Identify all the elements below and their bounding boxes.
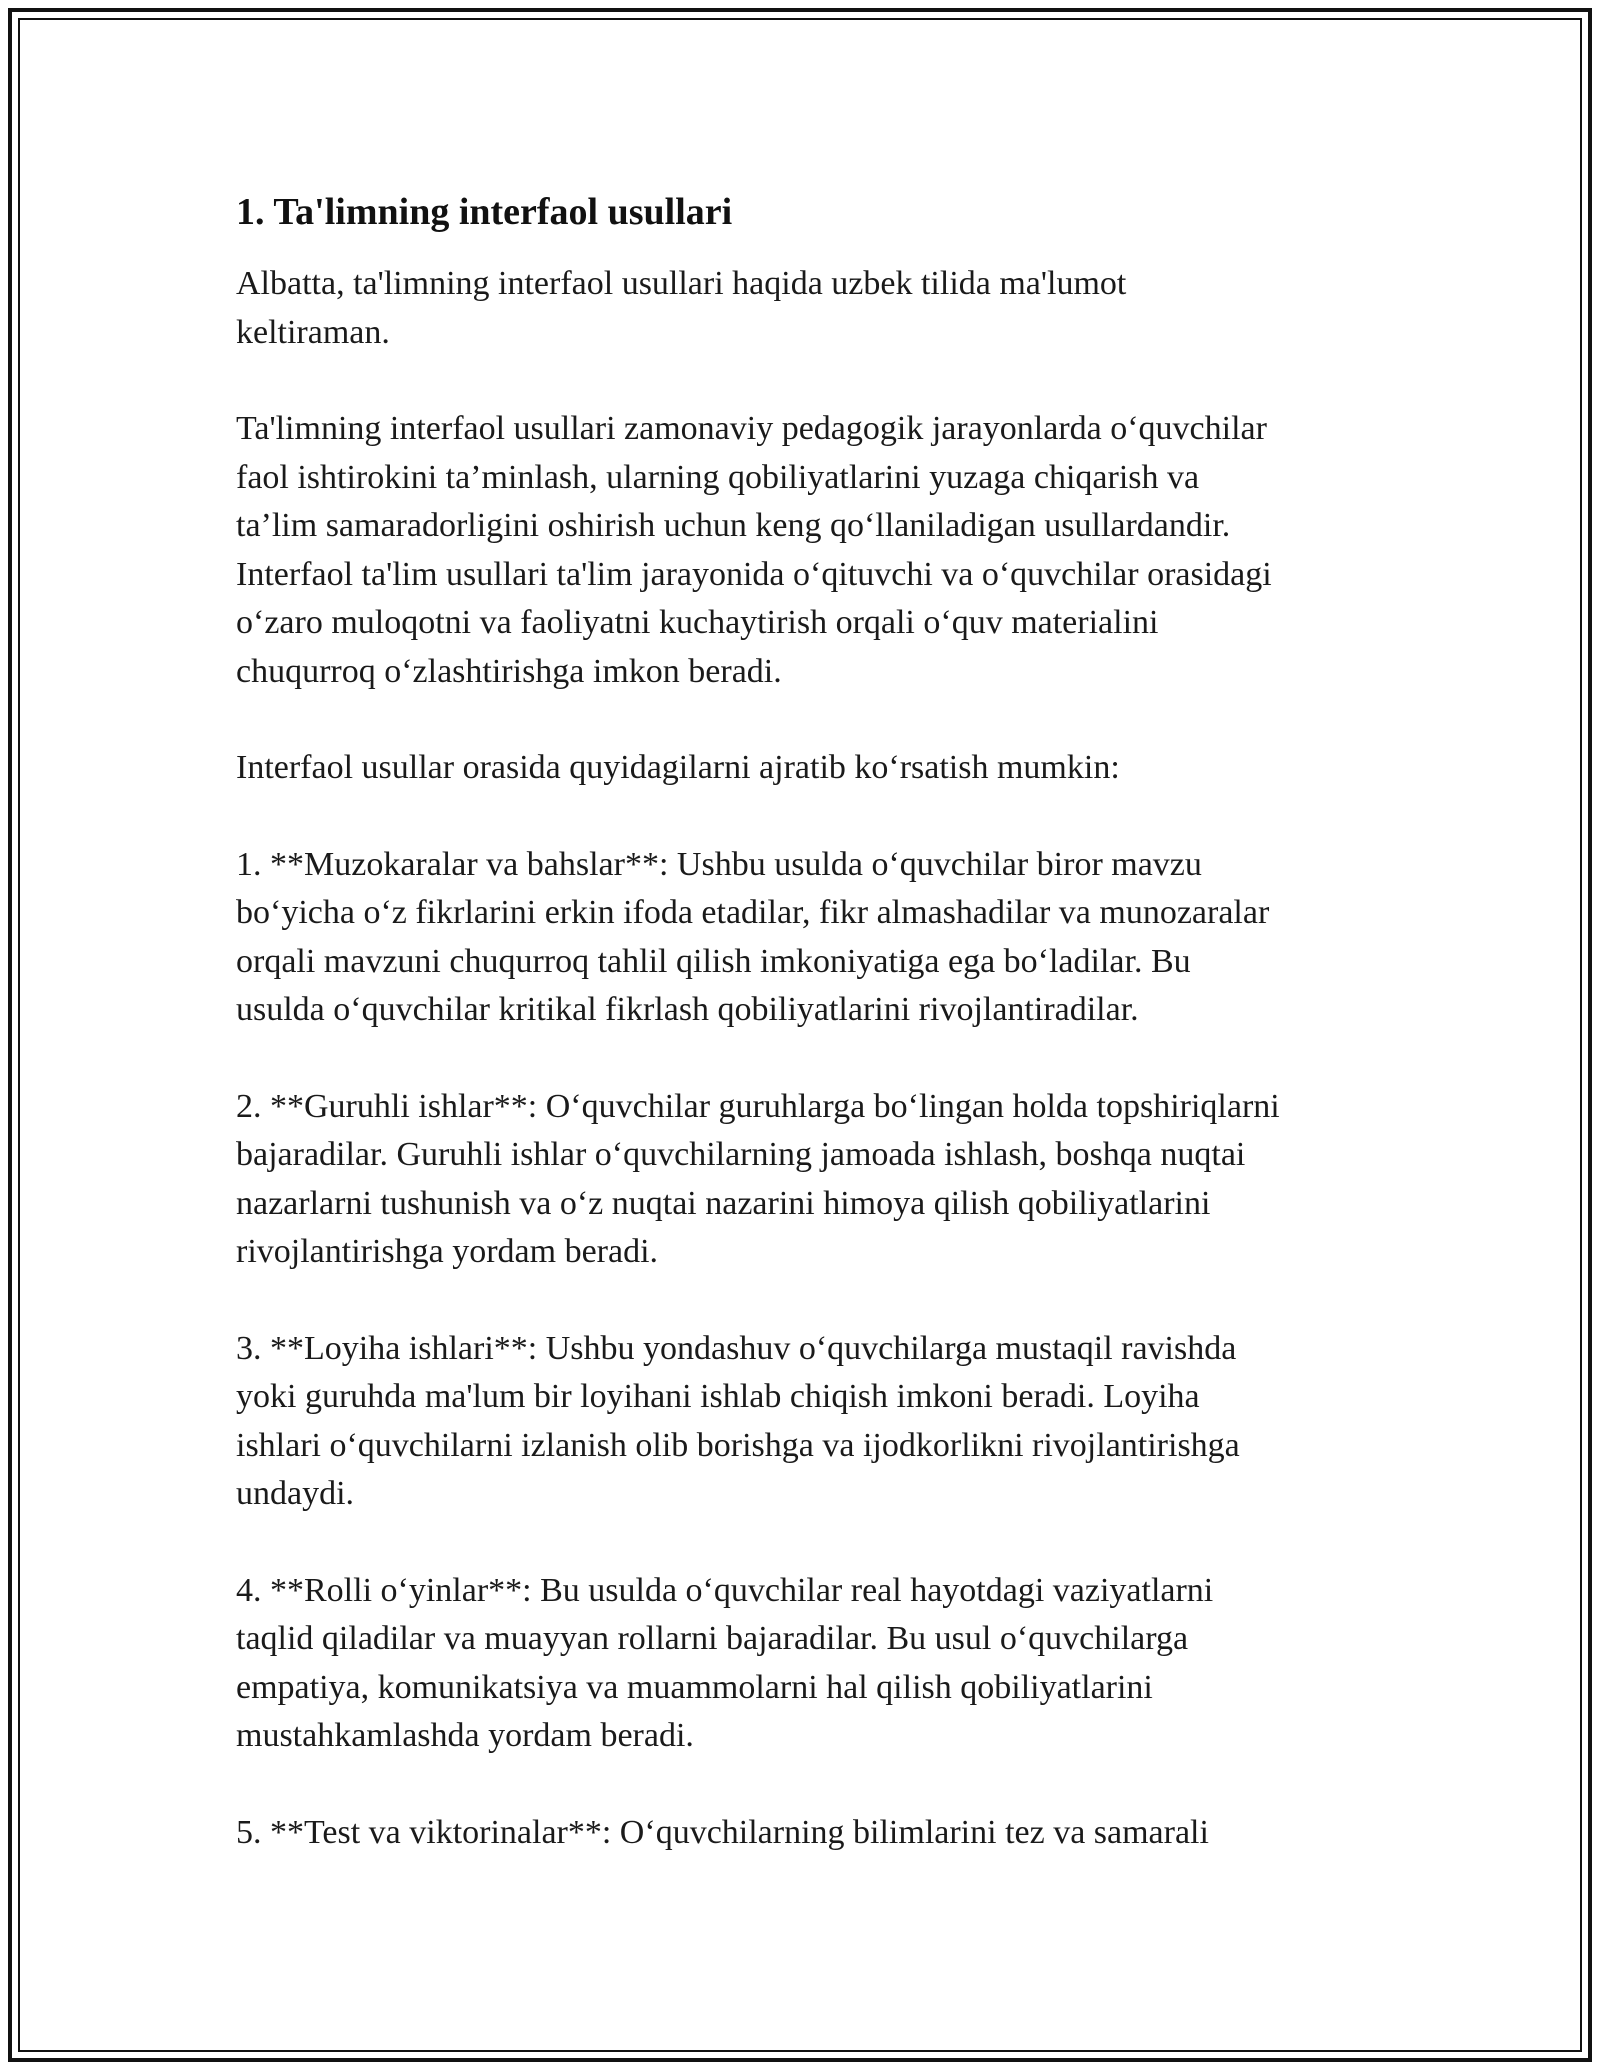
list-item-discussions: 1. **Muzokaralar va bahslar**: Ushbu usulda o‘quvchilar biror mavzu bo‘yicha o‘z fikrlarini erkin ifoda etadilar, fikr almashadilar va munozaralar orqali mavzuni chuqurroq tahlil qilish imkoniyatiga ega bo‘ladilar. Bu usulda o‘quvchilar kritikal fikrlash qobiliyatlarini rivojlantiradilar.	[236, 845, 1270, 1028]
list-item-role-play: 4. **Rolli o‘yinlar**: Bu usulda o‘quvchilar real hayotdagi vaziyatlarni taqlid qiladilar va muayyan rollarni bajaradilar. Bu usul o‘quvchilarga empatiya, komunikatsiya va muammolarni hal qilish qobiliyatlarini mustahkamlashda yordam beradi.	[236, 1571, 1214, 1754]
list-item-projects: 3. **Loyiha ishlari**: Ushbu yondashuv o‘quvchilarga mustaqil ravishda yoki guruhda ma'lum bir loyihani ishlab chiqish imkoni beradi. Loyiha ishlari o‘quvchilarni izlanish olib borishga va ijodkorlikni rivojlantirishga undaydi.	[236, 1329, 1240, 1512]
document-body	[236, 186, 1386, 1857]
intro-paragraph: Albatta, ta'limning interfaol usullari haqida uzbek tilida ma'lumot keltiraman.	[236, 265, 1127, 351]
definition-paragraph: Ta'limning interfaol usullari zamonaviy pedagogik jarayonlarda o‘quvchilar faol ishtirokini ta’minlash, ularning qobiliyatlarini yuzaga chiqarish va ta’lim samaradorligini oshirish uchun keng qo‘llaniladigan usullardandir. Interfaol ta'lim usullari ta'lim jarayonida o‘qituvchi va o‘quvchilar orasidagi o‘zaro muloqotni va faoliyatni kuchaytirish orqali o‘quv materialini chuqurroq o‘zlashtirishga imkon beradi.	[236, 410, 1272, 690]
document-title: 1. Ta'limning interfaol usullari	[236, 191, 733, 233]
list-intro-paragraph: Interfaol usullar orasida quyidagilarni ajratib ko‘rsatish mumkin:	[236, 749, 1120, 786]
list-item-tests-quizzes: 5. **Test va viktorinalar**: O‘quvchilarning bilimlarini tez va samarali	[236, 1813, 1209, 1851]
list-item-group-work: 2. **Guruhli ishlar**: O‘quvchilar guruhlarga bo‘lingan holda topshiriqlarni bajaradilar. Guruhli ishlar o‘quvchilarning jamoada ishlash, boshqa nuqtai nazarlarni tushunish va o‘z nuqtai nazarini himoya qilish qobiliyatlarini rivojlantirishga yordam beradi.	[236, 1087, 1280, 1270]
